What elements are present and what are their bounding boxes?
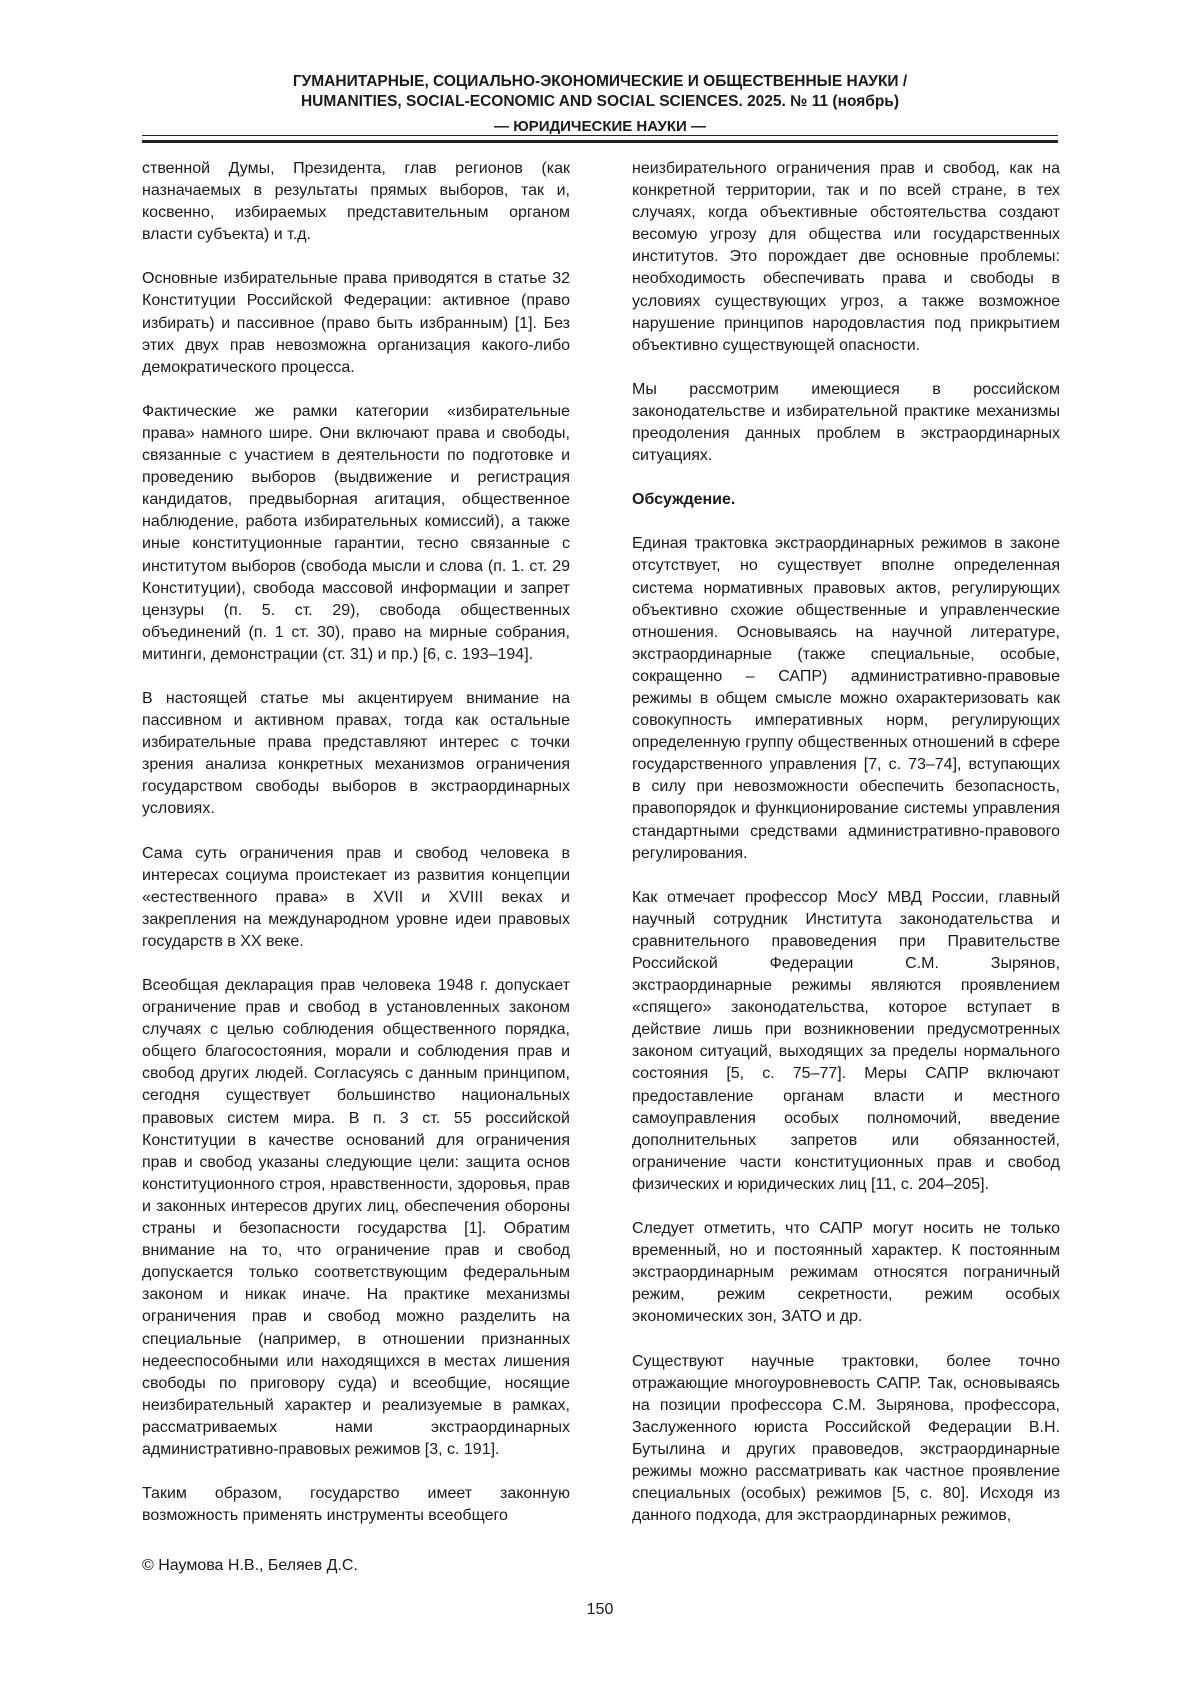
paragraph: Сама суть ограничения прав и свобод человека в интересах социума проистекает из развития концепции «естественного права» в XVII и XVIII веках и закрепления на международном уровне идеи правовых государств в XX веке.: [142, 844, 570, 950]
copyright-note: © Наумова Н.В., Беляев Д.С.: [142, 1557, 358, 1574]
paragraph: В настоящей статье мы акцентируем внимание на пассивном и активном правах, тогда как остальные избирательные права представляют интерес с точки зрения анализа конкретных механизмов ограничения государством свободы выборов в экстраординарных условиях.: [142, 689, 570, 818]
paragraph: Фактические же рамки категории «избирательные права» намного шире. Они включают права и свободы, связанные с участием в деятельности по подготовке и проведению выборов (выдвижение и регистрация кандидатов, предвыборная агитация, общественное наблюдение, работа избирательных комиссий), а также иные конституционные гарантии, тесно связанные с институтом выборов (свобода мысли и слова (п. 1. ст. 29 Конституции), свобода массовой информации и запрет цензуры (п. 5. ст. 29), свобода общественных объединений (п. 1 ст. 30), право на мирные собрания, митинги, демонстрации (ст. 31) и пр.) [6, с. 193–194].: [142, 402, 570, 663]
section-title: — ЮРИДИЧЕСКИЕ НАУКИ —: [494, 118, 706, 135]
paragraph: неизбирательного ограничения прав и свобод, как на конкретной территории, так и по всей стране, в тех случаях, когда объективные обстоятельства создают весомую угрозу для общества или государственных институтов. Это порождает две основные проблемы: необходимость обеспечивать права и свободы в условиях существующих угроз, а также возможное нарушение принципов народовластия под прикрытием объективно существующей опасности.: [632, 160, 1060, 354]
left-column: [142, 158, 570, 1549]
paragraph: Как отмечает профессор МосУ МВД России, главный научный сотрудник Института законодательства и сравнительного правоведения при Правительстве Российской Федерации С.М. Зырянов, экстраординарные режимы являются проявлением «спящего» законодательства, которое вступает в действие лишь при возникновении предусмотренных законом ситуаций, выходящих за пределы нормального состояния [5, с. 75–77]. Меры САПР включают предоставление органам власти и местного самоуправления особых полномочий, введение дополнительных запретов или обязанностей, ограничение части конституционных прав и свобод физических и юридических лиц [11, с. 204–205].: [632, 888, 1060, 1193]
right-column: [632, 158, 1060, 1549]
paragraph: Единая трактовка экстраординарных режимов в законе отсутствует, но существует вполне определенная система нормативных правовых актов, регулирующих объективно схожие общественные и управленческие отношения. Основываясь на научной литературе, экстраординарные (также специальные, особые, сокращенно – САПР) административно-правовые режимы в общем смысле можно охарактеризовать как совокупность императивных норм, регулирующих определенную группу общественных отношений в сфере государственного управления [7, с. 73–74], вступающих в силу при невозможности обеспечить безопасность, правопорядок и функционирование системы управления стандартными средствами административно-правового регулирования.: [632, 535, 1060, 862]
journal-title-ru: ГУМАНИТАРНЫЕ, СОЦИАЛЬНО-ЭКОНОМИЧЕСКИЕ И ОБЩЕСТВЕННЫЕ НАУКИ /: [292, 73, 908, 90]
header-rule-thin: [142, 135, 1058, 136]
discussion-heading: Обсуждение.: [632, 491, 736, 509]
paragraph: Существуют научные трактовки, более точно отражающие многоуровневость САПР. Так, основываясь на позиции профессора С.М. Зырянова, профессора, Заслуженного юриста Российской Федерации В.Н. Бутылина и других правоведов, экстраординарные режимы можно рассматривать как частное проявление специальных (особых) режимов [5, с. 80]. Исходя из данного подхода, для экстраординарных режимов,: [632, 1352, 1060, 1525]
paragraph: Всеобщая декларация прав человека 1948 г. допускает ограничение прав и свобод в установленных законом случаях с целью соблюдения общественного порядка, общего благосостояния, морали и соблюдения прав и свобод других людей. Согласуясь с данным принципом, сегодня существует большинство национальных правовых систем мира. В п. 3 ст. 55 российской Конституции в качестве оснований для ограничения прав и свобод указаны следующие цели: защита основ конституционного строя, нравственности, здоровья, прав и законных интересов других лиц, обеспечения обороны страны и безопасности государства [1]. Обратим внимание на то, что ограничение прав и свобод допускается только соответствующим федеральным законом и никак иначе. На практике механизмы ограничения прав и свобод можно разделить на специальные (например, в отношении признанных недееспособными или находящихся в местах лишения свободы по приговору суда) и всеобщие, носящие неизбирательный характер и реализуемые в рамках, рассматриваемых нами экстраординарных административно-правовых режимов [3, с. 191].: [142, 977, 570, 1458]
paragraph: Основные избирательные права приводятся в статье 32 Конституции Российской Федерации: активное (право избирать) и пассивное (право быть избранным) [1]. Без этих двух прав невозможна организация какого-либо демократического процесса.: [142, 270, 570, 376]
page-number: 150: [586, 1601, 614, 1618]
journal-header: [142, 72, 1058, 112]
paragraph: Таким образом, государство имеет законную возможность применять инструменты всеобщего: [142, 1485, 570, 1525]
journal-title-en: HUMANITIES, SOCIAL-ECONOMIC AND SOCIAL SCIENCES. 2025. № 11 (ноябрь): [300, 93, 899, 110]
paragraph: Мы рассмотрим имеющиеся в российском законодательстве и избирательной практике механизмы преодоления данных проблем в экстраординарных ситуациях.: [632, 380, 1060, 465]
paragraph: ственной Думы, Президента, глав регионов (как назначаемых в результаты прямых выборов, так и, косвенно, избираемых представительным органом власти субъекта) и т.д.: [142, 160, 570, 244]
header-rule-thick: [142, 140, 1058, 143]
paragraph: Следует отметить, что САПР могут носить не только временный, но и постоянный характер. К постоянным экстраординарным режимам относятся пограничный режим, режим секретности, режим особых экономических зон, ЗАТО и др.: [632, 1220, 1060, 1326]
